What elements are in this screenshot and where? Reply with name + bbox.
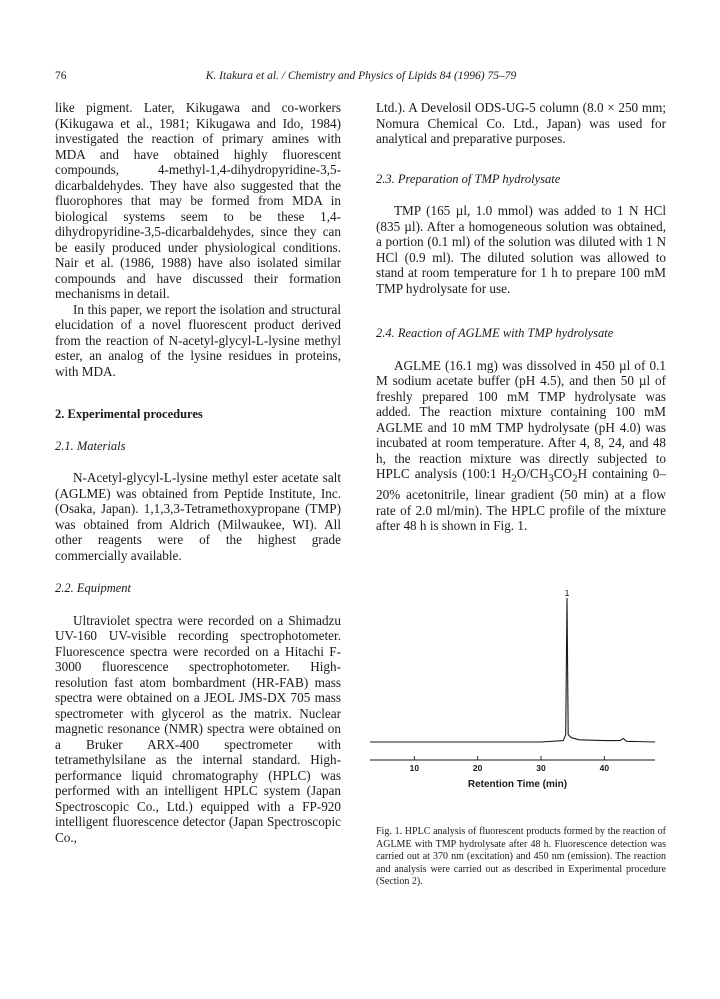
section-2-4-heading: 2.4. Reaction of AGLME with TMP hydrolysate — [376, 326, 614, 340]
running-head: K. Itakura et al. / Chemistry and Physics of Lipids 84 (1996) 75–79 — [205, 70, 517, 82]
x-tick-label-10: 10 — [409, 763, 420, 773]
page-header — [55, 70, 667, 86]
equipment-continued: Ltd.). A Develosil ODS-UG-5 column (8.0 × 250 mm; Nomura Chemical Co. Ltd., Japan) was used for analytical and preparative purposes. — [376, 100, 666, 146]
section-2-3-heading: 2.3. Preparation of TMP hydrolysate — [376, 171, 561, 186]
section-2-2-heading: 2.2. Equipment — [55, 581, 132, 595]
right-column — [376, 100, 666, 534]
peak-1-label: 1 — [564, 590, 570, 598]
left-column — [55, 100, 341, 845]
section-2-heading: 2. Experimental procedures — [55, 407, 203, 421]
intro-paragraph-1: like pigment. Later, Kikugawa and co-workers (Kikugawa et al., 1981; Kikugawa and Ido, 1984) investigated the reaction of primary amines with MDA and have obtained highly fluorescent compounds, 4-methyl-1,4-dihydropyridine-3,5-dicarbaldehydes. They have also suggested that the fluorophores that may be formed from MDA in biological systems seem to be these 1,4-dihydropyridine-3,5-dicarbaldehydes, since they can be easily produced under physiological conditions. Nair et al. (1986, 1988) have also isolated similar compounds and have discussed their formation mechanisms in detail. — [55, 100, 341, 301]
figure-1-caption: Fig. 1. HPLC analysis of fluorescent products formed by the reaction of AGLME with TMP hydrolysate after 48 h. Fluorescence detection was carried out at 370 nm (excitation) and 450 nm (emission). The reaction and analysis were carried out as described in Experimental procedure (Section 2). — [376, 826, 666, 888]
x-axis-label: Retention Time (min) — [467, 779, 568, 790]
chromatogram-trace — [370, 598, 655, 742]
page-number: 76 — [55, 70, 67, 82]
materials-paragraph: N-Acetyl-glycyl-L-lysine methyl ester acetate salt (AGLME) was obtained from Peptide Institute, Inc. (Osaka, Japan). 1,1,3,3-Tetramethoxypropane (TMP) was obtained from Aldrich (Milwaukee, WI). All other reagents were of the highest grade commercially available. — [55, 470, 341, 563]
intro-paragraph-2: In this paper, we report the isolation and structural elucidation of a novel fluorescent product derived from the reaction of N-acetyl-glycyl-L-lysine methyl ester, an analog of the lysine residues in proteins, with MDA. — [55, 301, 341, 379]
x-tick-label-40: 40 — [599, 763, 610, 773]
hplc-chromatogram-chart — [360, 590, 670, 790]
equipment-paragraph: Ultraviolet spectra were recorded on a Shimadzu UV-160 UV-visible recording spectrophotometer. Fluorescence spectra were recorded on a Hitachi F-3000 fluorescence spectrophotometer. High-resolution fast atom bombardment (HR-FAB) mass spectra were obtained on a JEOL JMS-DX 705 mass spectrometer with glycerol as the matrix. Nuclear magnetic resonance (NMR) spectra were obtained on a Bruker ARX-400 spectrometer with tetramethylsilane as the internal standard. High-performance liquid chromatography (HPLC) was performed with an intelligent HPLC system (Japan Spectroscopic Co., Ltd.) equipped with a FP-920 intelligent fluorescence detector (Japan Spectroscopic Co., — [55, 612, 341, 845]
reaction-paragraph: AGLME (16.1 mg) was dissolved in 450 µl of 0.1 M sodium acetate buffer (pH 4.5), and then 50 µl of freshly prepared 100 mM TMP hydrolysate was added. The reaction mixture containing 100 mM AGLME and 10 mM TMP hydrolysate (pH 4.0) was incubated at room temperature. After 4, 8, 24, and 48 h, the reaction mixture was directly subjected to HPLC analysis (100:1 $H_2O/CH_3CO_2H$ containing 0–20% acetonitrile, linear gradient (50 min) at a flow rate of 2.0 ml/min). The HPLC profile of the mixture after 48 h is shown in Fig. 1. — [376, 357, 666, 534]
tmp-paragraph: TMP (165 µl, 1.0 mmol) was added to 1 N HCl (835 µl). After a homogeneous solution was obtained, a portion (0.1 ml) of the solution was diluted with 1 N HCl (0.9 ml). The diluted solution was allowed to stand at room temperature for 1 h to prepare 100 mM TMP hydrolysate for use. — [376, 203, 666, 296]
x-tick-label-20: 20 — [472, 763, 483, 773]
x-tick-label-30: 30 — [536, 763, 546, 773]
section-2-1-heading: 2.1. Materials — [55, 438, 126, 453]
